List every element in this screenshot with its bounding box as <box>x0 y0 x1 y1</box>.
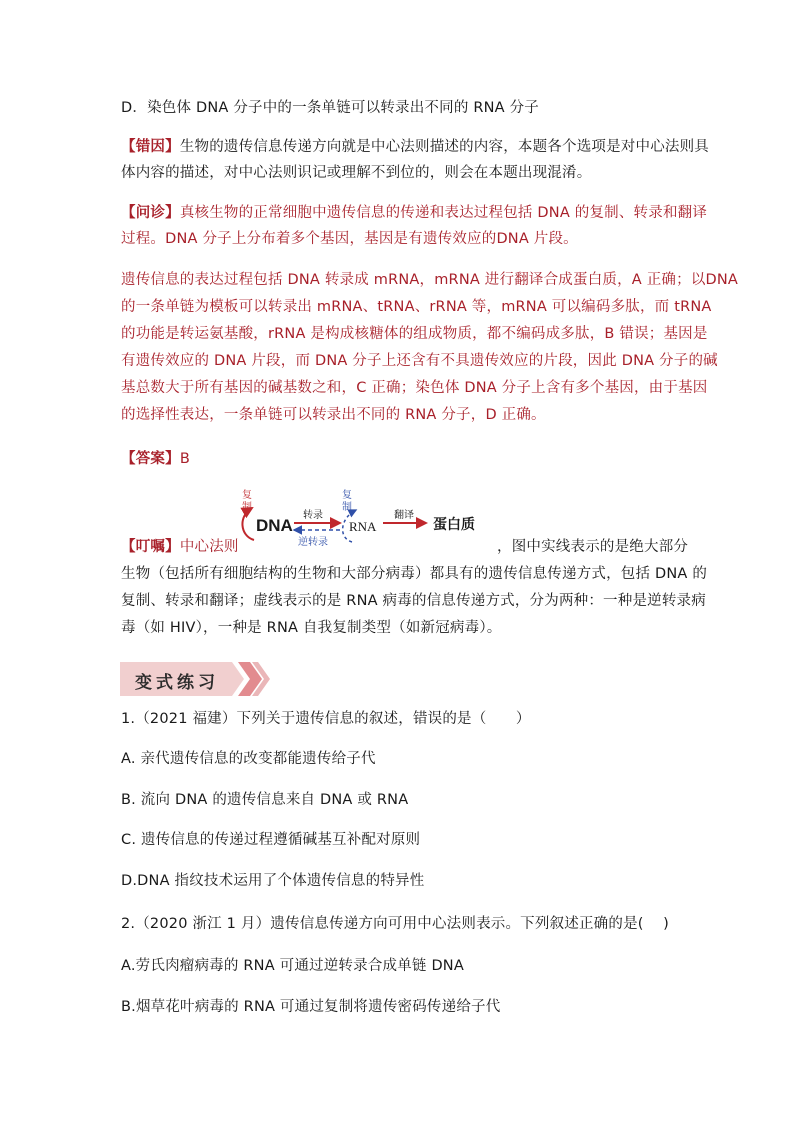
reverse-transcription-label: 逆转录 <box>298 537 328 548</box>
question-1-option-b: B. 流向 DNA 的遗传信息来自 DNA 或 RNA <box>121 792 409 808</box>
cuoyin-line-1 <box>121 137 709 157</box>
dingzhu-line-1 <box>121 537 239 557</box>
question-2-option-b: B.烟草花叶病毒的 RNA 可通过复制将遗传密码传递给子代 <box>121 999 501 1015</box>
rna-replication-label-2: 制 <box>342 502 352 513</box>
answer-tag: 【答案】 <box>121 451 180 467</box>
dna-replication-label-1: 复 <box>242 490 252 501</box>
dingzhu-tag: 【叮嘱】 <box>121 539 180 555</box>
dingzhu-text-1: ，图中实线表示的是绝大部分 <box>497 539 689 555</box>
rna-node: RNA <box>349 519 377 534</box>
dna-node: DNA <box>256 516 293 535</box>
question-2-option-a: A.劳氏肉瘤病毒的 RNA 可通过逆转录合成单链 DNA <box>121 958 464 974</box>
translation-label: 翻译 <box>394 510 414 521</box>
question-1-option-d: D.DNA 指纹技术运用了个体遗传信息的特异性 <box>121 873 425 889</box>
dingzhu-lead: 中心法则 <box>179 539 239 555</box>
dingzhu-text-3: 复制、转录和翻译；虚线表示的是 RNA 病毒的信息传递方式，分为两种：一种是逆转录病 <box>121 593 706 609</box>
dingzhu-text-4: 毒（如 HIV），一种是 RNA 自我复制类型（如新冠病毒）。 <box>121 620 502 636</box>
cuoyin-tag: 【错因】 <box>121 139 180 155</box>
answer-line <box>121 449 190 469</box>
answer-value: B <box>179 451 190 467</box>
wenzhen-text-2: 过程。DNA 分子上分布着多个基因，基因是有遗传效应的DNA 片段。 <box>121 231 578 247</box>
analysis-line-2: 的一条单链为模板可以转录出 mRNA、tRNA、rRNA 等，mRNA 可以编码多肽，而 tRNA <box>121 299 712 315</box>
dingzhu-text-2: 生物（包括所有细胞结构的生物和大部分病毒）都具有的遗传信息传递方式，包括 DNA 的 <box>121 566 708 582</box>
cuoyin-text-2: 体内容的描述，对中心法则识记或理解不到位的，则会在本题出现混淆。 <box>121 165 592 181</box>
question-1-stem: 1.（2021 福建）下列关于遗传信息的叙述，错误的是（ ） <box>121 711 531 727</box>
transcription-label: 转录 <box>303 510 323 521</box>
analysis-line-6: 的选择性表达，一条单链可以转录出不同的 RNA 分子，D 正确。 <box>121 407 546 423</box>
analysis-line-4: 有遗传效应的 DNA 片段，而 DNA 分子上还含有不具遗传效应的片段，因此 DNA 分子的碱 <box>121 353 718 369</box>
cuoyin-text-1: 生物的遗传信息传递方向就是中心法则描述的内容，本题各个选项是对中心法则具 <box>179 139 710 155</box>
question-1-option-c: C. 遗传信息的传递过程遵循碱基互补配对原则 <box>121 832 421 848</box>
wenzhen-text-1: 真核生物的正常细胞中遗传信息的传递和表达过程包括 DNA 的复制、转录和翻译 <box>179 205 708 221</box>
analysis-line-5: 基总数大于所有基因的碱基数之和，C 正确；染色体 DNA 分子上含有多个基因，由于基因 <box>121 380 708 396</box>
wenzhen-tag: 【问诊】 <box>121 205 180 221</box>
analysis-line-1: 遗传信息的表达过程包括 DNA 转录成 mRNA，mRNA 进行翻译合成蛋白质，A 正确；以DNA <box>121 272 739 288</box>
central-dogma-diagram <box>236 488 498 550</box>
protein-node: 蛋白质 <box>433 517 475 533</box>
wenzhen-line-1 <box>121 203 707 223</box>
option-d-text: D．染色体 DNA 分子中的一条单链可以转录出不同的 RNA 分子 <box>121 100 539 116</box>
section-title: 变式练习 <box>135 673 219 693</box>
dna-replication-label-2: 制 <box>242 502 252 513</box>
analysis-line-3: 的功能是转运氨基酸，rRNA 是构成核糖体的组成物质，都不编码成多肽，B 错误；基因是 <box>121 326 708 342</box>
question-1-option-a: A. 亲代遗传信息的改变都能遗传给子代 <box>121 751 376 767</box>
question-2-stem: 2.（2020 浙江 1 月）遗传信息传递方向可用中心法则表示。下列叙述正确的是( ) <box>121 916 670 932</box>
rna-replication-label-1: 复 <box>342 490 352 501</box>
